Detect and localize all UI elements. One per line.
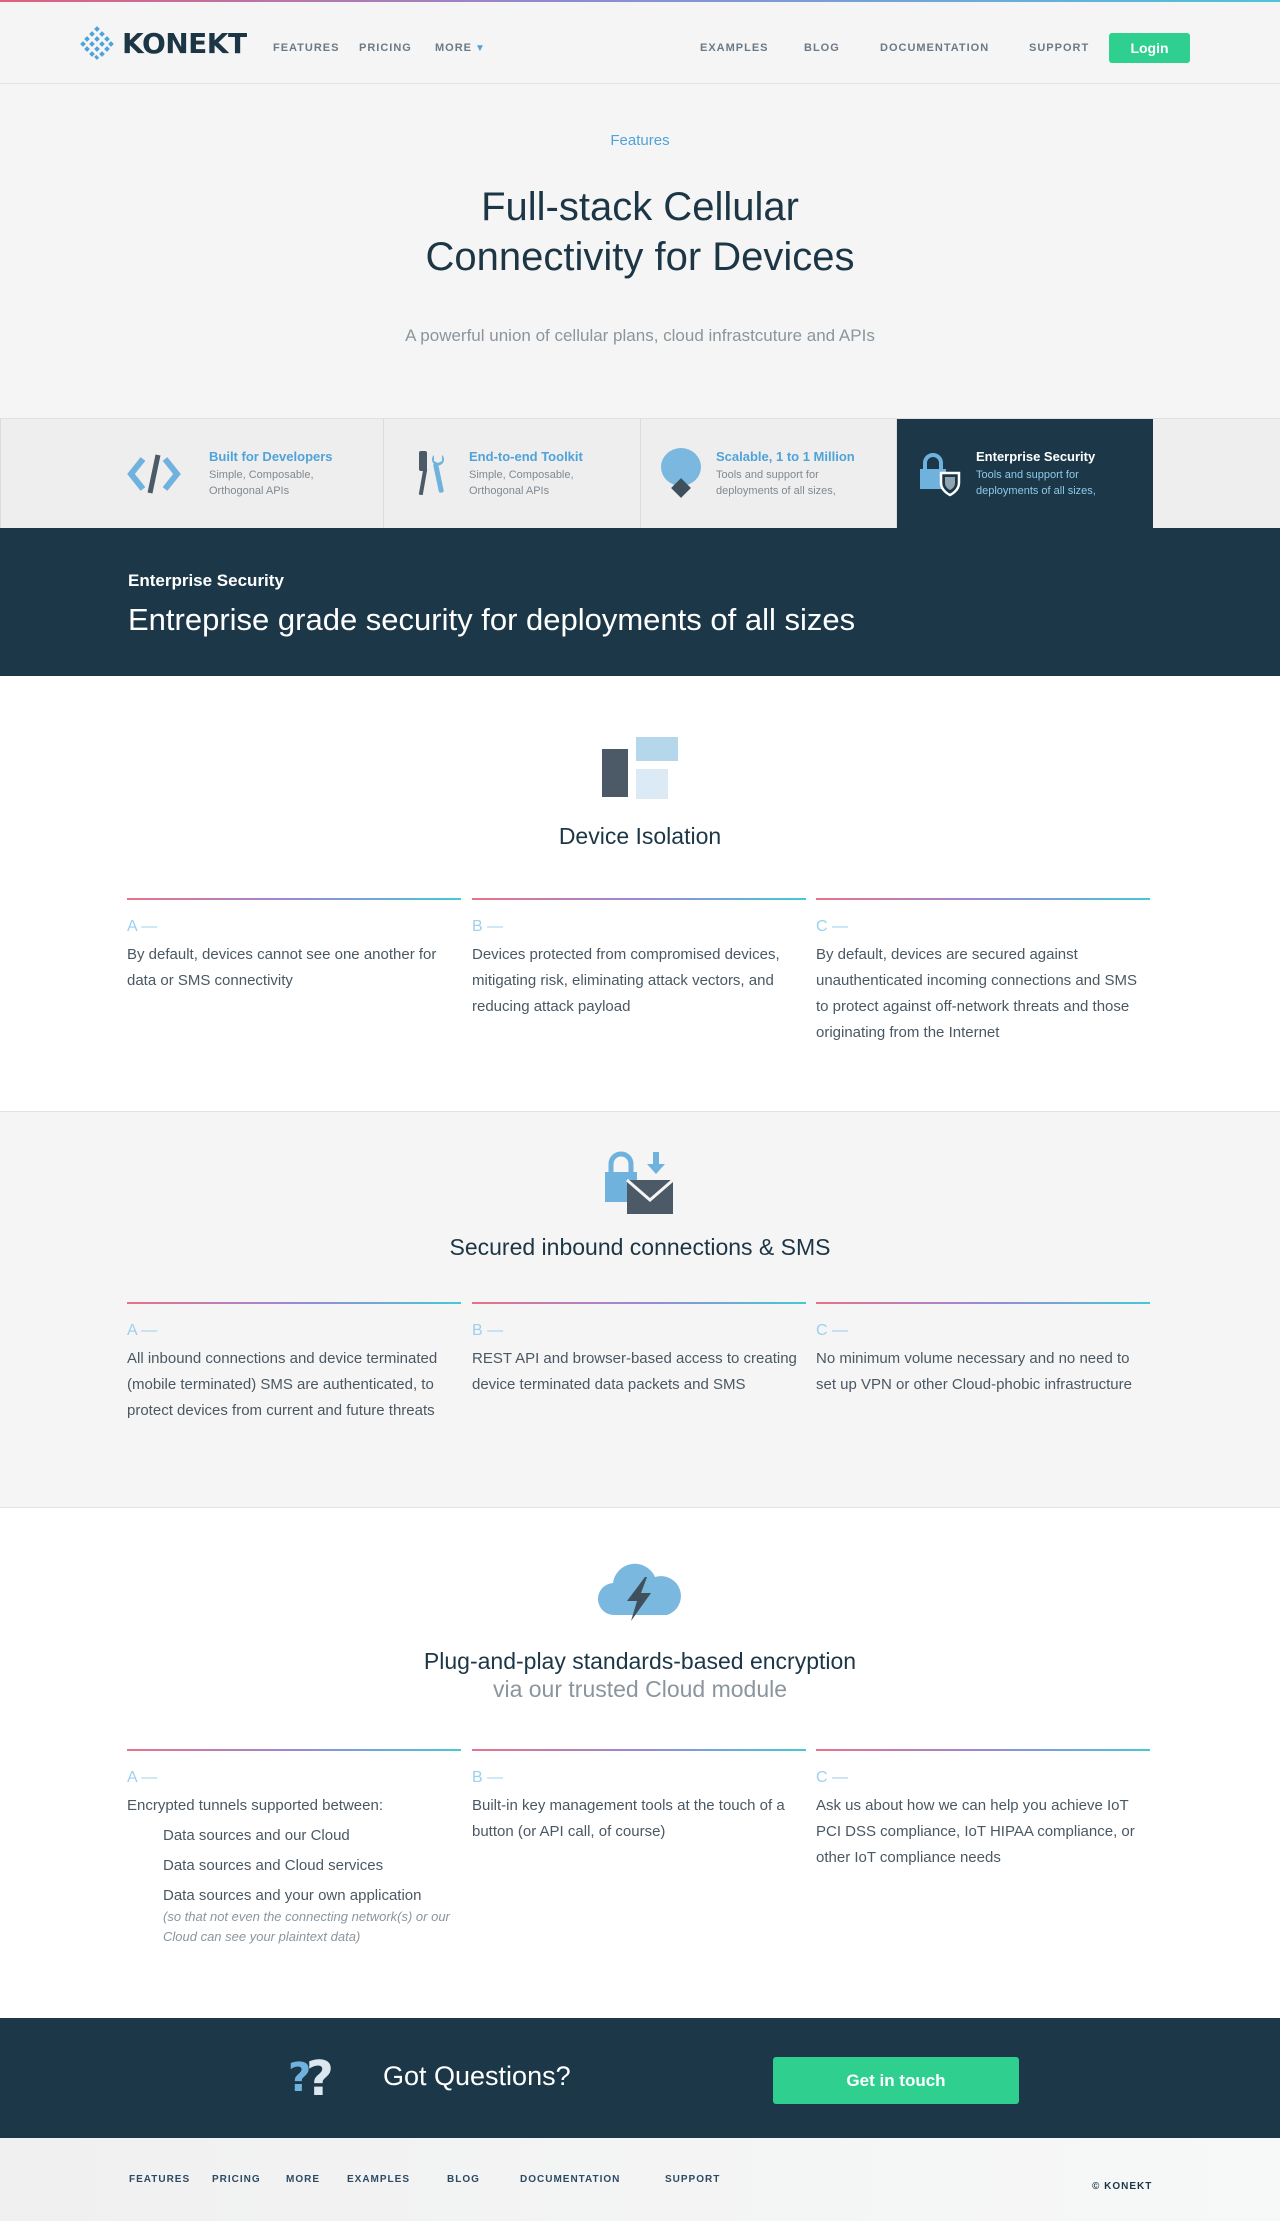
column-letter: B —	[472, 918, 504, 935]
column-letter: C —	[816, 1769, 848, 1786]
banner-eyebrow: Enterprise Security	[128, 571, 284, 590]
footer-link-more[interactable]: MORE	[286, 2174, 320, 2185]
hero-eyebrow: Features	[610, 132, 670, 149]
feature-column-a	[127, 1302, 461, 1424]
caret-down-icon: ▼	[475, 43, 486, 54]
column-rule	[472, 898, 806, 900]
feature-column-a	[127, 898, 461, 994]
column-text: By default, devices are secured against unauthenticated incoming connections and SMS to protect against off-network threats and those originating from the Internet	[816, 946, 1138, 1041]
site-header	[0, 2, 1280, 84]
list-item: Data sources and Cloud services	[163, 1857, 384, 1874]
column-text: Encrypted tunnels supported between:	[127, 1797, 384, 1814]
column-letter: B —	[472, 1769, 504, 1786]
feature-column-c	[816, 1302, 1150, 1398]
code-brackets-icon	[127, 453, 181, 495]
tab-enterprise-security[interactable]	[897, 419, 1153, 529]
column-text: Ask us about how we can help you achieve IoT PCI DSS compliance, IoT HIPAA compliance, or other IoT compliance needs	[816, 1797, 1135, 1866]
column-text: All inbound connections and device terminated (mobile terminated) SMS are authenticated, to protect devices from current and future threats	[127, 1350, 438, 1419]
tab-title: Enterprise Security	[976, 449, 1096, 464]
tab-desc: Tools and support for deployments of all sizes,	[976, 469, 1096, 497]
feature-column-c	[816, 1749, 1150, 1871]
column-rule	[127, 898, 461, 900]
column-rule	[472, 1302, 806, 1304]
get-in-touch-button[interactable]: Get in touch	[773, 2057, 1019, 2104]
column-text: Devices protected from compromised devices, mitigating risk, eliminating attack vectors, and reducing attack payload	[472, 946, 780, 1015]
toolkit-icon	[410, 449, 450, 499]
column-letter: B —	[472, 1322, 504, 1339]
brand-logo[interactable]	[80, 26, 247, 60]
list-item: Data sources and our Cloud	[163, 1827, 350, 1844]
footer-link-examples[interactable]: EXAMPLES	[347, 2174, 411, 2185]
column-letter: C —	[816, 1322, 848, 1339]
nav-blog[interactable]: BLOG	[804, 42, 840, 54]
isolation-blocks-icon	[602, 737, 678, 801]
nav-more[interactable]	[435, 42, 486, 54]
hero-title	[0, 182, 1280, 282]
site-footer	[0, 2138, 1280, 2221]
svg-text:?: ?	[288, 2055, 312, 2101]
nav-features[interactable]: FEATURES	[273, 42, 340, 54]
section-title: Plug-and-play standards-based encryption	[423, 1648, 857, 1674]
question-bubble-icon	[288, 2051, 342, 2101]
column-text: REST API and browser-based access to creating device terminated data packets and SMS	[472, 1350, 797, 1393]
brand-name: KONEKT	[122, 26, 247, 60]
feature-column-c	[816, 898, 1150, 1046]
hero-title-line1: Full-stack Cellular	[481, 185, 799, 229]
shield-lock-icon	[917, 451, 961, 499]
footer-link-blog[interactable]: BLOG	[447, 2174, 480, 2185]
balloon-icon	[659, 447, 703, 499]
column-text: By default, devices cannot see one another for data or SMS connectivity	[127, 946, 437, 989]
tab-developers[interactable]	[0, 419, 384, 529]
svg-text:?: ?	[306, 2051, 334, 2101]
column-rule	[816, 1302, 1150, 1304]
cloud-bolt-icon	[597, 1555, 683, 1625]
copyright: © KONEKT	[1092, 2181, 1153, 2192]
column-rule	[127, 1749, 461, 1751]
column-text: Built-in key management tools at the touch of a button (or API call, of course)	[472, 1797, 785, 1840]
column-note: (so that not even the connecting network(s) or our Cloud can see your plaintext data)	[163, 1909, 450, 1944]
hero	[0, 84, 1280, 418]
column-rule	[816, 1749, 1150, 1751]
questions-cta	[0, 2018, 1280, 2138]
tab-title: End-to-end Toolkit	[469, 449, 583, 464]
security-banner	[0, 528, 1280, 676]
nav-examples[interactable]: EXAMPLES	[700, 42, 769, 54]
column-letter: A —	[127, 1769, 158, 1786]
section-title: Secured inbound connections & SMS	[449, 1234, 831, 1260]
column-letter: A —	[127, 918, 158, 935]
section-title: Device Isolation	[558, 823, 722, 849]
feature-tabs	[0, 418, 1280, 528]
tab-desc: Tools and support for deployments of all sizes,	[716, 469, 836, 497]
nav-support[interactable]: SUPPORT	[1029, 42, 1090, 54]
column-rule	[816, 898, 1150, 900]
konekt-logo-icon	[80, 26, 114, 60]
tab-scalable[interactable]	[641, 419, 897, 529]
tab-desc: Simple, Composable, Orthogonal APIs	[209, 469, 314, 497]
feature-column-a	[127, 1749, 461, 1947]
footer-link-documentation[interactable]: DOCUMENTATION	[520, 2174, 621, 2185]
column-letter: C —	[816, 918, 848, 935]
list-item: Data sources and your own application	[163, 1887, 422, 1904]
nav-documentation[interactable]: DOCUMENTATION	[880, 42, 990, 54]
footer-link-pricing[interactable]: PRICING	[212, 2174, 261, 2185]
tunnel-list	[127, 1821, 461, 1911]
column-rule	[127, 1302, 461, 1304]
lock-envelope-icon	[605, 1150, 675, 1216]
nav-pricing[interactable]: PRICING	[359, 42, 412, 54]
section-subtitle: via our trusted Cloud module	[492, 1676, 788, 1702]
column-rule	[472, 1749, 806, 1751]
nav-more-label: MORE	[435, 42, 472, 54]
column-text: No minimum volume necessary and no need to set up VPN or other Cloud-phobic infrastructure	[816, 1350, 1132, 1393]
column-letter: A —	[127, 1322, 158, 1339]
hero-title-line2: Connectivity for Devices	[425, 235, 855, 279]
questions-title: Got Questions?	[383, 2061, 571, 2091]
tab-toolkit[interactable]	[384, 419, 641, 529]
feature-column-b	[472, 1749, 806, 1845]
hero-subtitle: A powerful union of cellular plans, cloud infrastcuture and APIs	[405, 326, 875, 345]
login-button[interactable]: Login	[1109, 33, 1190, 63]
tab-title: Scalable, 1 to 1 Million	[716, 449, 855, 464]
feature-column-b	[472, 1302, 806, 1398]
footer-link-features[interactable]: FEATURES	[129, 2174, 191, 2185]
tab-desc: Simple, Composable, Orthogonal APIs	[469, 469, 574, 497]
section-device-isolation	[0, 676, 1280, 1112]
section-secured-inbound	[0, 1112, 1280, 1508]
footer-link-support[interactable]: SUPPORT	[665, 2174, 721, 2185]
banner-title: Entreprise grade security for deployments of all sizes	[128, 602, 856, 637]
tab-title: Built for Developers	[209, 449, 333, 464]
feature-column-b	[472, 898, 806, 1020]
section-encryption	[0, 1508, 1280, 2018]
